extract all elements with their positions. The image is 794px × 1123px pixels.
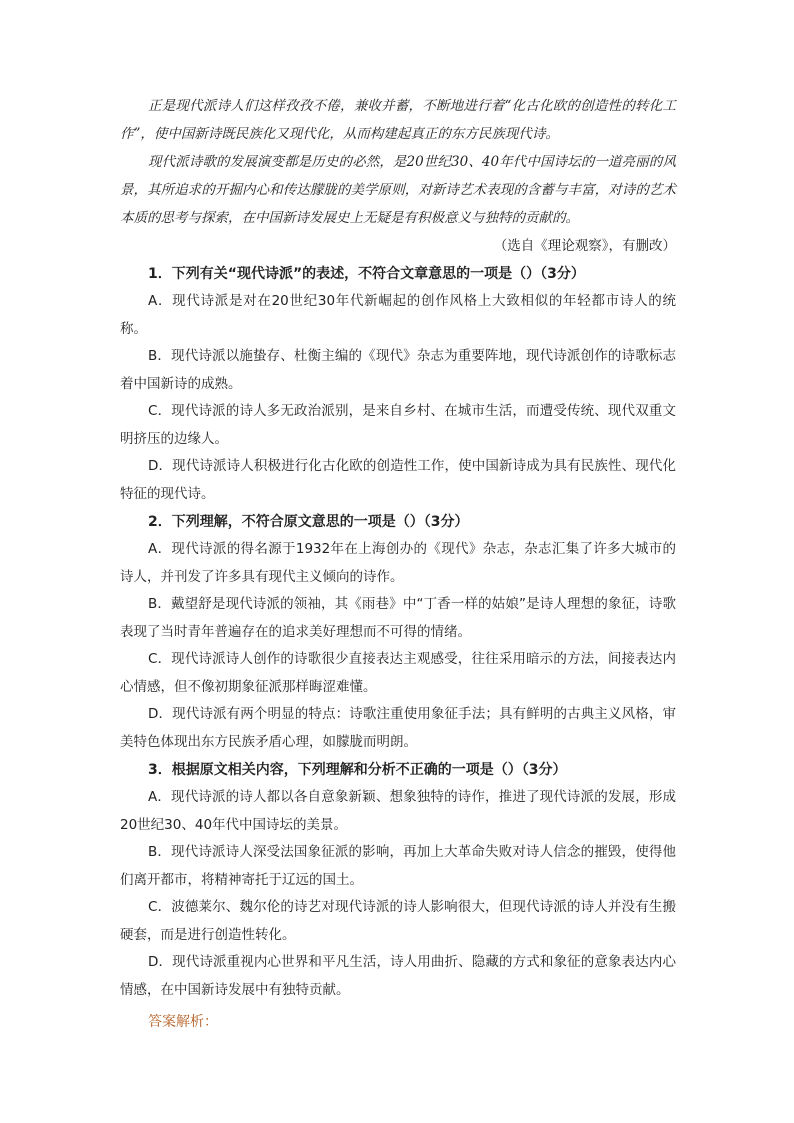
question-2-option-d: D．现代诗派有两个明显的特点：诗歌注重使用象征手法；具有鲜明的古典主义风格，审美特色体现出东方民族矛盾心理，如朦胧而明朗。 xyxy=(120,706,676,750)
question-1-option-c: C．现代诗派的诗人多无政治派别，是来自乡村、在城市生活，而遭受传统、现代双重文明挤压的边缘人。 xyxy=(120,403,676,447)
question-3 xyxy=(120,756,676,1004)
passage-source: （选自《理论观察》，有删改） xyxy=(493,238,676,254)
question-1-stem: 1．下列有关“现代诗派”的表述，不符合文章意思的一项是（）（3分） xyxy=(148,266,585,282)
question-1-option-d: D．现代诗派诗人积极进行化古化欧的创造性工作，使中国新诗成为具有民族性、现代化特征的现代诗。 xyxy=(120,458,676,502)
question-3-option-a: A．现代诗派的诗人都以各自意象新颖、想象独特的诗作，推进了现代诗派的发展，形成20世纪30、40年代中国诗坛的美景。 xyxy=(120,789,676,833)
question-1-option-b: B．现代诗派以施蛰存、杜衡主编的《现代》杂志为重要阵地，现代诗派创作的诗歌标志着中国新诗的成熟。 xyxy=(120,348,676,392)
question-2-option-c: C．现代诗派诗人创作的诗歌很少直接表达主观感受，往往采用暗示的方法，间接表达内心情感，但不像初期象征派那样晦涩难懂。 xyxy=(120,651,676,695)
passage xyxy=(120,92,676,260)
question-3-stem: 3．根据原文相关内容，下列理解和分析不正确的一项是（）（3分） xyxy=(148,762,567,778)
passage-paragraph-1: 正是现代派诗人们这样孜孜不倦，兼收并蓄，不断地进行着“化古化欧的创造性的转化工作”，使中国新诗既民族化又现代化，从而构建起真正的东方民族现代诗。 xyxy=(120,98,676,142)
question-2 xyxy=(120,508,676,756)
passage-paragraph-2: 现代派诗歌的发展演变都是历史的必然，是20世纪30、40年代中国诗坛的一道亮丽的风景，其所追求的开掘内心和传达朦胧的美学原则，对新诗艺术表现的含蓄与丰富，对诗的艺术本质的思考与探索，在中国新诗发展史上无疑是有积极意义与独特的贡献的。 xyxy=(120,154,676,226)
question-3-option-b: B．现代诗派诗人深受法国象征派的影响，再加上大革命失败对诗人信念的摧毁，使得他们离开都市，将精神寄托于辽远的国土。 xyxy=(120,844,676,888)
question-3-option-d: D．现代诗派重视内心世界和平凡生活，诗人用曲折、隐藏的方式和象征的意象表达内心情感，在中国新诗发展中有独特贡献。 xyxy=(120,954,676,998)
question-3-option-c: C．波德莱尔、魏尔伦的诗艺对现代诗派的诗人影响很大，但现代诗派的诗人并没有生搬硬套，而是进行创造性转化。 xyxy=(120,899,676,943)
question-2-option-b: B．戴望舒是现代诗派的领袖，其《雨巷》中“丁香一样的姑娘”是诗人理想的象征，诗歌表现了当时青年普遍存在的追求美好理想而不可得的情绪。 xyxy=(120,596,676,640)
question-1-option-a: A．现代诗派是对在20世纪30年代新崛起的创作风格上大致相似的年轻都市诗人的统称。 xyxy=(120,293,676,337)
question-2-stem: 2．下列理解，不符合原文意思的一项是（）（3分） xyxy=(148,514,469,530)
document-page xyxy=(120,92,676,1036)
question-1 xyxy=(120,260,676,508)
answer-label: 答案解析： xyxy=(148,1014,218,1030)
question-2-option-a: A．现代诗派的得名源于1932年在上海创办的《现代》杂志，杂志汇集了许多大城市的诗人，并刊发了许多具有现代主义倾向的诗作。 xyxy=(120,541,676,585)
